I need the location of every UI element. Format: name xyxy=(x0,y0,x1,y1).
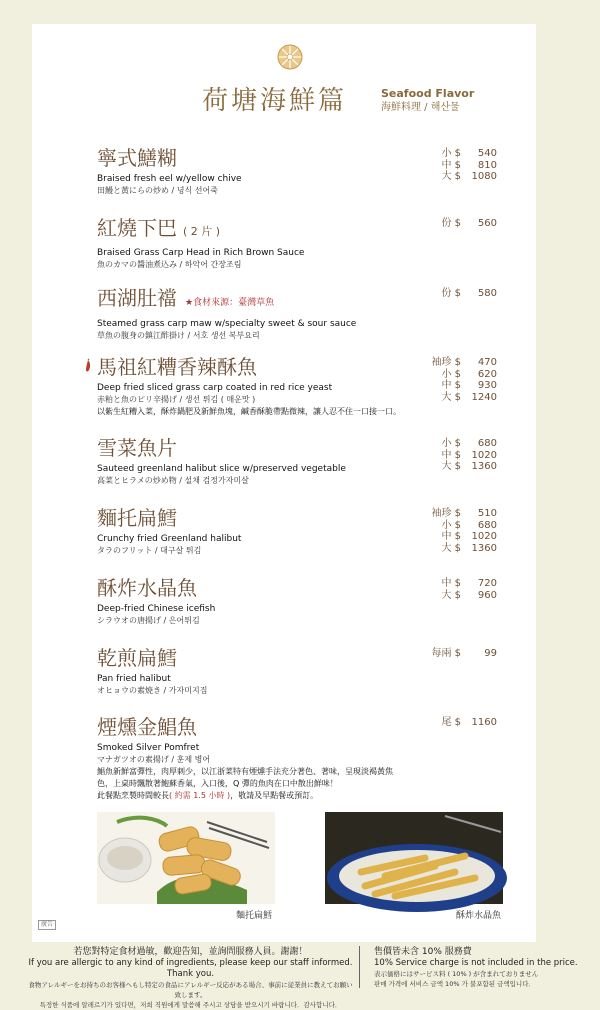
item-name-jp-kr: 田鰻と黃にらの炒め / 녕식 선어죽 xyxy=(97,186,218,195)
photo-caption: 酥炸水晶魚 xyxy=(456,911,502,921)
item-quantity: ( 2 片 ) xyxy=(183,225,221,238)
item-name: 馬祖紅糟香辣酥魚 xyxy=(97,355,257,379)
footer-divider xyxy=(359,946,360,988)
section-title: 荷塘海鮮篇 xyxy=(202,86,348,116)
item-description: 以紫生紅糟入菜，酥炸鍋肥及新鮮魚塊，鹹香酥脆帶點微辣，讓人忍不住一口接一口。 xyxy=(97,407,401,416)
item-name-jp-kr: シラウオの唐揚げ / 은어튀김 xyxy=(97,616,200,625)
item-name: 麵托扁鱈 xyxy=(97,506,177,530)
item-name: 紅燒下巴 ( 2 片 ) xyxy=(97,216,221,240)
item-name-jp-kr: マナガツオの素揚げ / 훈제 병어 xyxy=(97,755,211,764)
price-list xyxy=(415,357,497,403)
fried-halibut-illustration xyxy=(97,812,275,904)
fried-icefish-illustration xyxy=(325,812,503,904)
price-row: 份 $ 560 xyxy=(441,218,497,229)
price-list xyxy=(415,648,497,660)
item-description: 色，上桌時飄散著鮑蘇香氣，入口後，Q 彈的魚肉在口中散出鮮味！ xyxy=(97,779,338,788)
price-row: 中 $ 1020 xyxy=(441,531,497,542)
item-name-en: Pan fried halibut xyxy=(97,674,171,684)
item-name-en: Deep-fried Chinese icefish xyxy=(97,604,216,614)
price-row: 小 $ 620 xyxy=(441,368,497,380)
price-list xyxy=(415,438,497,473)
menu-item xyxy=(97,715,427,802)
section-title-jp-kr: 海鮮料理 / 해산물 xyxy=(381,102,460,113)
photo-fried-icefish xyxy=(325,812,503,904)
item-name-en: Crunchy fried Greenland halibut xyxy=(97,534,242,544)
item-name: 煙燻金鯧魚 xyxy=(97,715,197,739)
item-name-en: Deep fried sliced grass carp coated in red rice yeast xyxy=(97,383,333,393)
ad-tag: 廣告 xyxy=(38,920,56,930)
menu-item xyxy=(97,355,427,418)
item-description: 鯧魚新鮮富彈性，肉厚刺少，以江浙菜特有煙燻手法充分著色、著味，呈現淡褐黃焦 xyxy=(97,767,393,776)
section-title-en: Seafood Flavor xyxy=(381,87,475,100)
item-name: 雪菜魚片 xyxy=(97,436,177,460)
chili-icon xyxy=(84,359,92,373)
service-charge-notice: 售價皆未含 10% 服務費 10% Service charge is not included in the price. 表示価格にはサービス料 ( 10% ) が含まれておりません 판매 가격에 서비스 금액 10% 가 불포함된 금액입니다． xyxy=(374,947,578,988)
price-list xyxy=(415,288,497,300)
price-row: 小 $ 540 xyxy=(441,148,497,159)
item-name-en: Braised Grass Carp Head in Rich Brown Sauce xyxy=(97,248,305,258)
photo-caption: 麵托扁鱈 xyxy=(236,911,273,921)
item-name-en: Braised fresh eel w/yellow chive xyxy=(97,174,242,184)
item-name-jp-kr: 高菜とヒラメの炒め物 / 설채 검정가자미살 xyxy=(97,476,249,485)
menu-item xyxy=(97,286,427,342)
item-name-jp-kr: 草魚の腹身の鎮江酢掛け / 서호 생선 복부요리 xyxy=(97,331,260,340)
item-name: 寧式鱔糊 xyxy=(97,146,177,170)
item-description: 此餐點烹製時間較長( 約需 1.5 小時 )，敬請及早點餐或預訂。 xyxy=(97,791,319,800)
item-name: 酥炸水晶魚 xyxy=(97,576,197,600)
price-row: 小 $ 680 xyxy=(441,438,497,449)
menu-item xyxy=(97,646,427,697)
price-row: 每兩 $ 99 xyxy=(431,648,497,659)
photo-fried-halibut xyxy=(97,812,275,904)
price-row: 份 $ 580 xyxy=(441,288,497,299)
menu-item xyxy=(97,146,427,197)
allergy-notice: 若您對特定食材過敏，歡迎告知，並詢問服務人員。謝謝！ If you are allergic to any kind of ingredients, please keep our staff informed. Thank you. 食物アレルギーをお持ちのお客様へもし特定の食品にアレルギー反応がある場合、事前に従業員に教えてお願い致します。 특정한 식품에 알레르기가 있다면，저희 직원에게 말씀해 주시고 상담을 받으시기 바랍니다．감사합니다． xyxy=(28,947,353,1009)
item-name: 乾煎扁鱈 xyxy=(97,646,177,670)
item-name-jp-kr: 赤粕と魚のピリ辛揚げ / 생선 튀김 ( 매운맛 ) xyxy=(97,395,256,404)
source-note: ★食材來源：臺灣草魚 xyxy=(185,298,275,308)
price-row: 尾 $ 1160 xyxy=(441,717,497,728)
menu-item xyxy=(97,436,427,487)
price-row: 大 $ 960 xyxy=(441,589,497,601)
price-row: 袖珍 $ 510 xyxy=(431,508,497,519)
price-list xyxy=(415,148,497,183)
cooking-time-note: ( 約需 1.5 小時 ) xyxy=(169,791,231,800)
price-list xyxy=(415,508,497,554)
price-row: 袖珍 $ 470 xyxy=(431,357,497,368)
item-name: 西湖肚襠 ★食材來源：臺灣草魚 xyxy=(97,286,275,310)
item-name-jp-kr: 魚のカマの醬油煮込み / 하악어 간장조림 xyxy=(97,260,242,269)
price-row: 中 $ 720 xyxy=(441,578,497,589)
price-list xyxy=(415,218,497,230)
item-name-en: Smoked Silver Pomfret xyxy=(97,743,200,753)
menu-item xyxy=(97,576,427,627)
price-row: 中 $ 930 xyxy=(441,380,497,391)
price-row: 大 $ 1240 xyxy=(441,391,497,403)
price-row: 小 $ 680 xyxy=(441,519,497,531)
menu-item xyxy=(97,216,427,271)
menu-item xyxy=(97,506,427,557)
item-name-jp-kr: タラのフリット / 대구살 튀김 xyxy=(97,546,202,555)
price-row: 大 $ 1080 xyxy=(441,171,497,182)
item-name-en: Steamed grass carp maw w/specialty sweet & sour sauce xyxy=(97,319,357,329)
price-list xyxy=(415,717,497,729)
price-row: 中 $ 810 xyxy=(441,159,497,171)
price-list xyxy=(415,578,497,601)
lotus-logo-icon xyxy=(277,44,303,70)
item-name-en: Sauteed greenland halibut slice w/preserved vegetable xyxy=(97,464,346,474)
price-row: 大 $ 1360 xyxy=(441,461,497,472)
price-row: 中 $ 1020 xyxy=(441,449,497,461)
item-name-jp-kr: オヒョウの素焼き / 가자미지짐 xyxy=(97,686,208,695)
price-row: 大 $ 1360 xyxy=(441,542,497,554)
